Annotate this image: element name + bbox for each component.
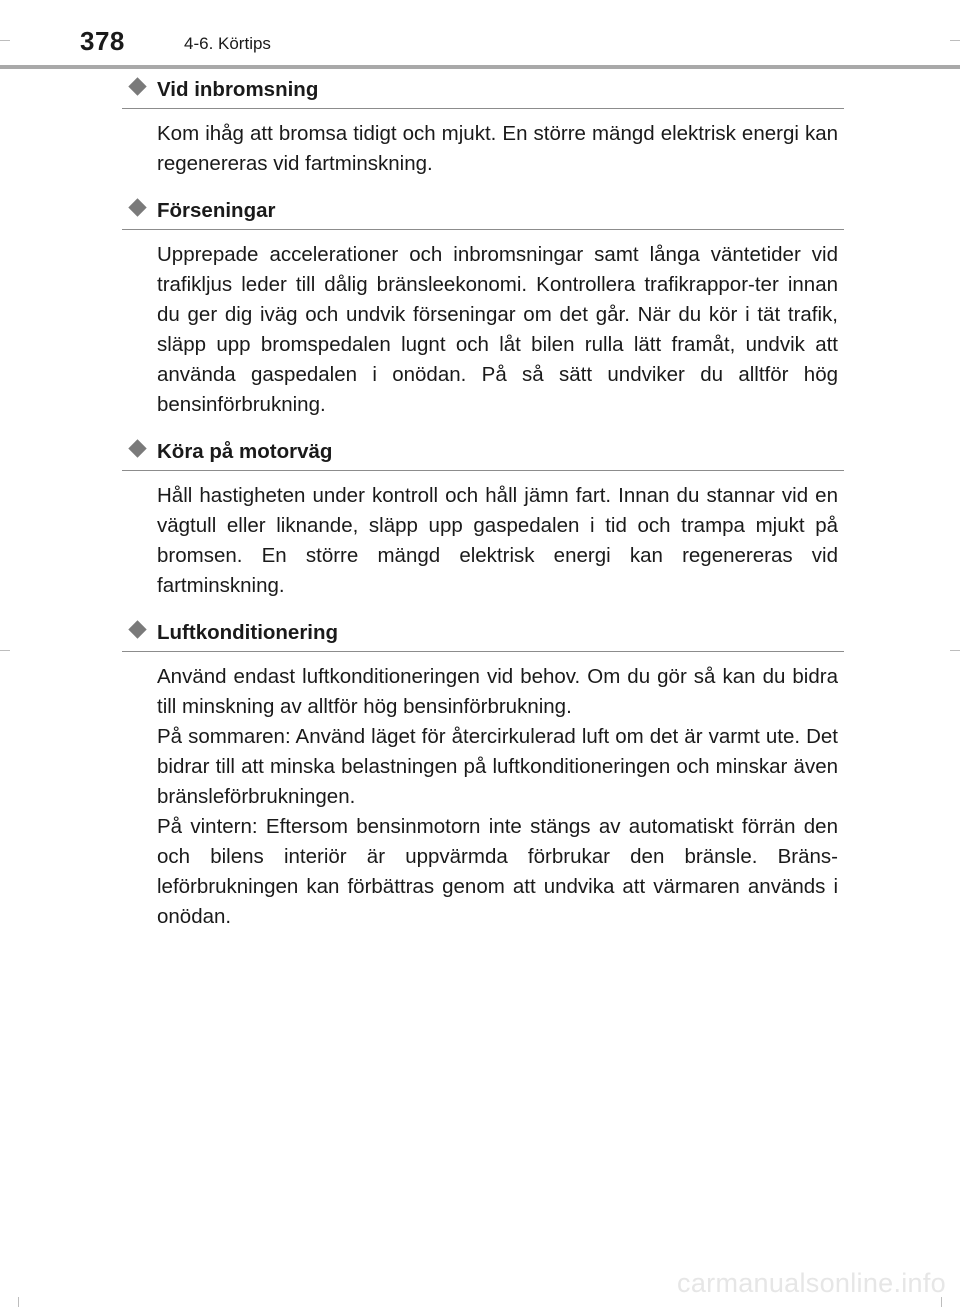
watermark: carmanualsonline.info <box>677 1268 946 1298</box>
section-title: Förseningar <box>157 199 276 222</box>
section-paragraph: På vintern: Eftersom bensinmotorn inte stängs av automatiskt förrän den och bilens interiör är uppvärmda förbrukar den bränsle. Bräns-leförbrukningen kan förbättras genom att undvika att värmaren används i onödan. <box>157 815 838 928</box>
diamond-bullet-icon <box>128 77 146 95</box>
section-luftkonditionering <box>122 613 844 932</box>
section-kora-pa-motorvag <box>122 432 844 601</box>
section-paragraph: Använd endast luftkonditioneringen vid behov. Om du gör så kan du bidra till minskning av alltför hög bensinförbrukning. <box>157 665 838 718</box>
section-heading <box>122 70 844 109</box>
section-paragraph: Håll hastigheten under kontroll och håll jämn fart. Innan du stannar vid en vägtull eller liknande, släpp upp gaspedalen i tid och trampa mjukt på bromsen. En större mängd elektrisk energi kan regenereras vid fartminskning. <box>157 484 838 597</box>
section-vid-inbromsning <box>122 70 844 179</box>
section-forseningar <box>122 191 844 420</box>
diamond-bullet-icon <box>128 198 146 216</box>
header-divider <box>0 65 960 69</box>
chapter-title: 4-6. Körtips <box>184 34 271 53</box>
section-title: Köra på motorväg <box>157 440 333 463</box>
diamond-bullet-icon <box>128 439 146 457</box>
section-heading <box>122 191 844 230</box>
section-title: Luftkonditionering <box>157 621 339 644</box>
page-header <box>0 0 960 70</box>
section-title: Vid inbromsning <box>157 78 319 101</box>
crop-mark <box>950 650 960 651</box>
section-paragraph: På sommaren: Använd läget för återcirkulerad luft om det är varmt ute. Det bidrar till att minska belastningen på luftkonditioneringen och minskar även bränsleförbrukningen. <box>157 725 838 808</box>
section-paragraph: Upprepade accelerationer och inbromsningar samt långa väntetider vid trafikljus leder till dålig bränsleekonomi. Kontrollera trafikrappor-ter innan du ger dig iväg och undvik förseningar om det går. När du kör i tät trafik, släpp upp bromspedalen lugnt och låt bilen rulla lätt framåt, undvik att använda gaspedalen i onödan. På så sätt undviker du alltför hög bensinförbrukning. <box>157 243 838 416</box>
section-heading <box>122 432 844 471</box>
section-heading <box>122 613 844 652</box>
section-paragraph: Kom ihåg att bromsa tidigt och mjukt. En större mängd elektrisk energi kan regenereras vid fartminskning. <box>157 122 838 175</box>
diamond-bullet-icon <box>128 620 146 638</box>
crop-mark <box>0 650 10 651</box>
page-content <box>122 70 844 944</box>
page-number: 378 <box>80 26 125 56</box>
crop-mark <box>18 1297 19 1307</box>
